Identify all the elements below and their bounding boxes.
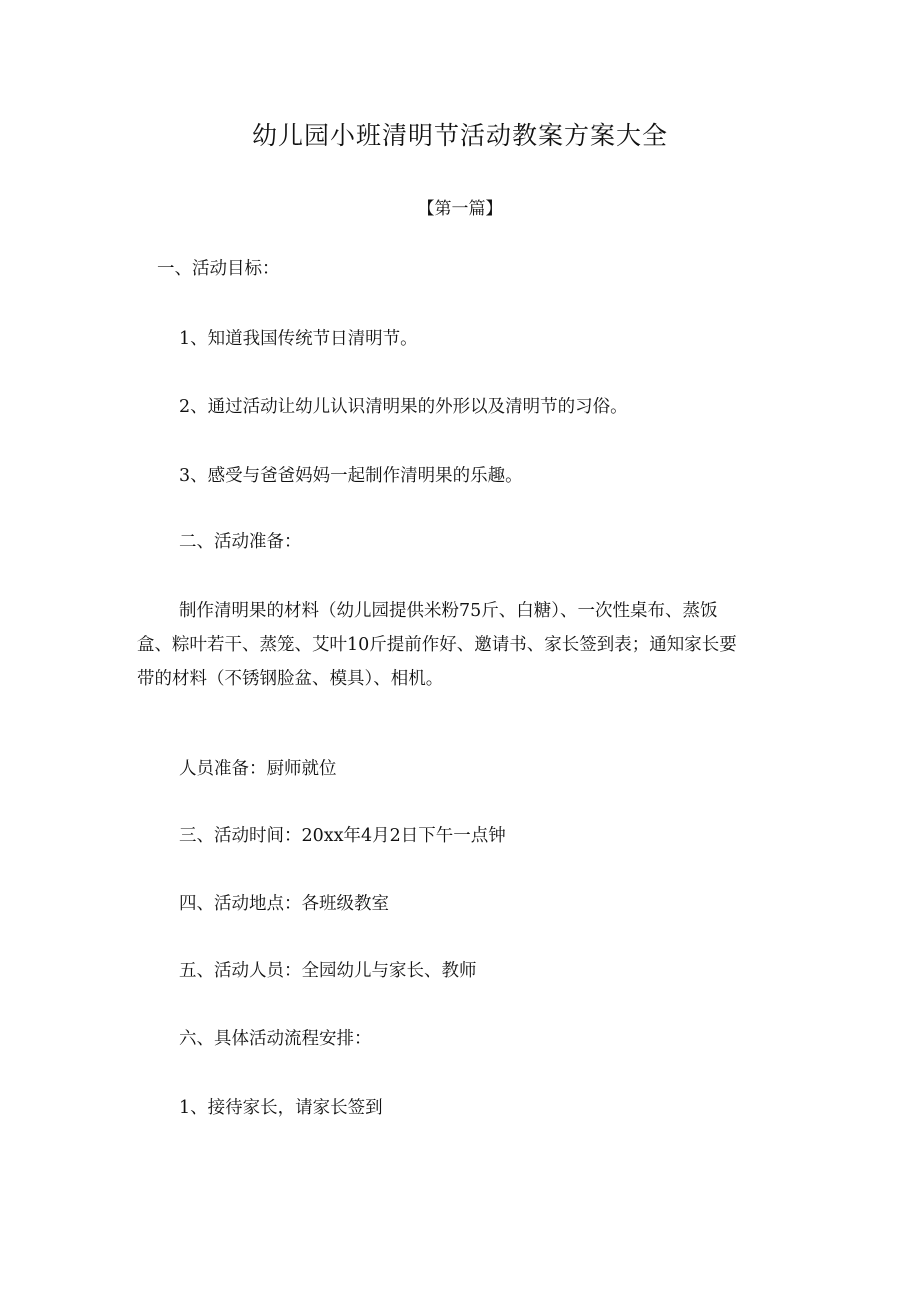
goal-item-1: 1、知道我国传统节日清明节。 — [179, 329, 418, 349]
prep-paragraph-line-1: 制作清明果的材料（幼儿园提供米粉75斤、白糖）、一次性桌布、蒸饭 — [179, 601, 718, 621]
staff-prep: 人员准备：厨师就位 — [179, 759, 337, 779]
flow-item-1: 1、接待家长，请家长签到 — [179, 1098, 383, 1118]
part-label: 【第一篇】 — [417, 199, 503, 219]
goal-item-3: 3、感受与爸爸妈妈一起制作清明果的乐趣。 — [179, 466, 523, 486]
goal-item-2: 2、通过活动让幼儿认识清明果的外形以及清明节的习俗。 — [179, 397, 628, 417]
activity-people: 五、活动人员：全园幼儿与家长、教师 — [179, 961, 477, 981]
prep-paragraph-line-3: 带的材料（不锈钢脸盆、模具）、相机。 — [137, 669, 444, 689]
activity-place: 四、活动地点：各班级教室 — [179, 894, 389, 914]
prep-paragraph-line-2: 盒、粽叶若干、蒸笼、艾叶10斤提前作好、邀请书、家长签到表；通知家长要 — [137, 635, 737, 655]
prep-paragraph — [137, 594, 787, 696]
goals-heading: 一、活动目标： — [157, 259, 280, 279]
activity-time: 三、活动时间：20xx年4月2日下午一点钟 — [179, 826, 506, 846]
flow-heading: 六、具体活动流程安排： — [179, 1029, 372, 1049]
prep-heading: 二、活动准备： — [179, 532, 302, 552]
document-title: 幼儿园小班清明节活动教案方案大全 — [251, 121, 668, 150]
